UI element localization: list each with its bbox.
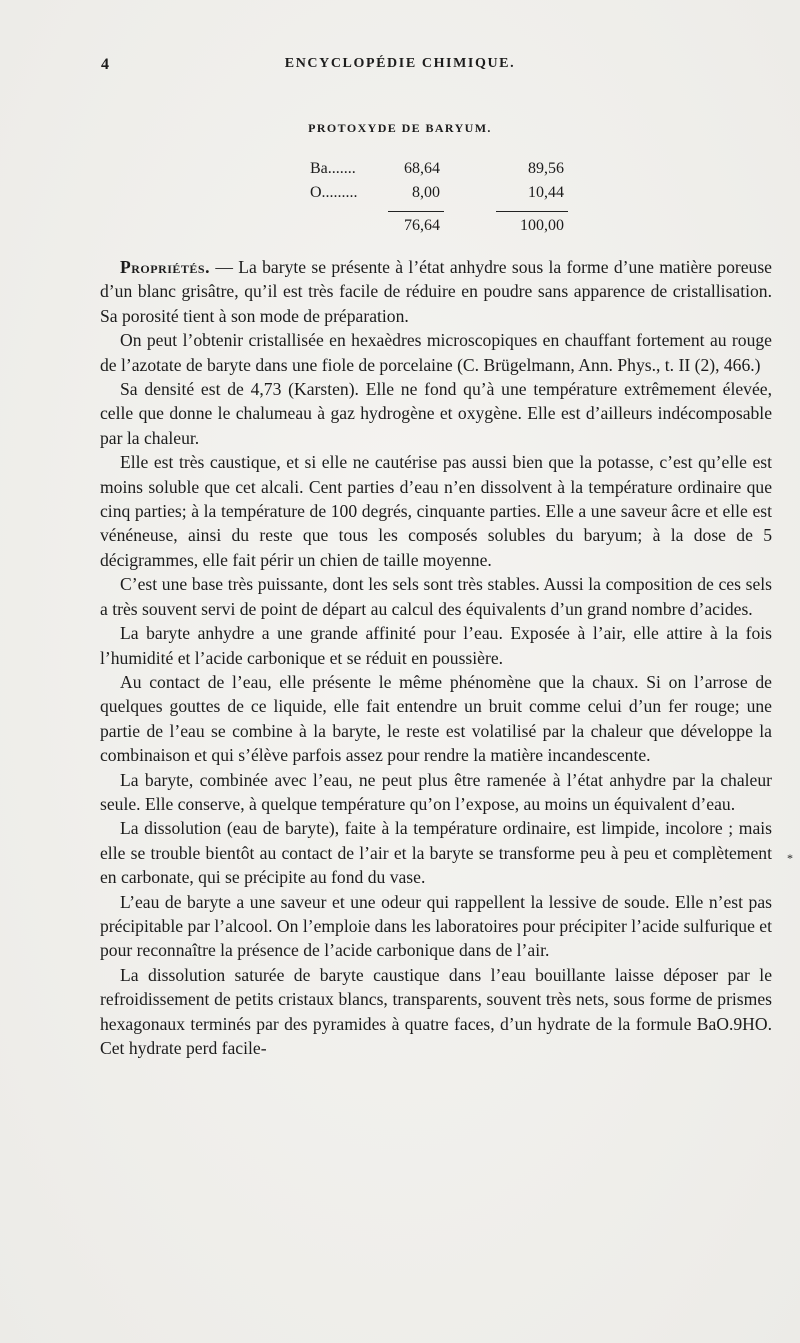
element-label: Ba....... [310,160,356,177]
composition-row [310,160,580,184]
composition-row [310,184,580,208]
paragraph: C’est une base très puissante, dont les sels sont très stables. Aussi la composition de ces sels a très souvent servi de point de départ au calcul des équivalents d’un grand nombre d’acides. [100,574,772,619]
paragraph: Au contact de l’eau, elle présente le même phénomène que la chaux. Si on l’arrose de quelques gouttes de ce liquide, elle fait entendre un bruit comme celui d’un fer rouge; une partie de l’eau se combine à la baryte, le reste est volatilisé par la chaleur que développe la combinaison et qui s’élève parfois assez pour rendre la matière incandescente. [100,671,772,766]
percent-value: 10,44 [528,184,564,201]
page-header [0,56,800,80]
paragraph: La dissolution (eau de baryte), faite à la température ordinaire, est limpide, incolore ; mais elle se trouble bientôt au contact de l’air et la baryte se transforme peu à peu et complètement en carbonate, qui se précipite au fond du vase. [100,818,772,888]
page-number: 4 [101,56,109,73]
paragraph: On peut l’obtenir cristallisée en hexaèdres microscopiques en chauffant fortement au rouge de l’azotate de baryte dans une fiole de porcelaine (C. Brügelmann, Ann. Phys., t. II (2), 466.) [100,330,772,375]
weight-value: 68,64 [404,160,440,177]
body-text [100,255,772,1060]
paragraph: Sa densité est de 4,73 (Karsten). Elle ne fond qu’à une température extrêmement élevée, celle que donne le chalumeau à gaz hydrogène et oxygène. Elle est d’ailleurs indécomposable par la chaleur. [100,379,772,448]
percent-value: 89,56 [528,160,564,177]
sum-rule [496,211,568,212]
paragraph: La baryte anhydre a une grande affinité pour l’eau. Exposée à l’air, elle attire à la fois l’humidité et l’acide carbonique et se réduit en poussière. [100,623,772,668]
paragraph: La baryte, combinée avec l’eau, ne peut plus être ramenée à l’état anhydre par la chaleur seule. Elle conserve, à quelque température qu’on l’expose, au moins un équivalent d’eau. [100,769,772,814]
margin-mark: * [787,851,793,865]
paragraph-text: — La baryte se présente à l’état anhydre sous la forme d’une matière poreuse d’un blanc grisâtre, qu’il est très facile de réduire en poudre sans apparence de cristallisation. Sa porosité tient à son mode de préparation. [100,257,772,326]
paragraph: Elle est très caustique, et si elle ne cautérise pas aussi bien que la potasse, c’est qu’elle est moins soluble que cet alcali. Cent parties d’eau n’en dissolvent à la température ordinaire que cinq parties; à la température de 100 degrés, cinquante parties. Elle a une saveur âcre et elle est vénéneuse, ainsi du reste que tous les composés solubles du baryum; à la dose de 5 décigrammes, elle fait périr un chien de taille moyenne. [100,452,772,570]
element-label: O......... [310,184,358,201]
running-title: ENCYCLOPÉDIE CHIMIQUE. [284,56,516,71]
paragraph: L’eau de baryte a une saveur et une odeur qui rappellent la lessive de soude. Elle n’est pas précipitable par l’alcool. On l’emploie dans les laboratoires pour précipiter l’acide sulfurique et pour reconnaître la présence de l’acide carbonique dans de l’air. [100,891,772,961]
paragraph [100,255,772,328]
composition-total-row [310,211,580,237]
total-percent: 100,00 [520,217,564,234]
section-title: PROTOXYDE DE BARYUM. [308,121,492,135]
section-lead: Propriétés. [120,257,210,277]
sum-rule [388,211,444,212]
composition-table [310,160,580,237]
total-weight: 76,64 [404,217,440,234]
paragraph: La dissolution saturée de baryte caustique dans l’eau bouillante laisse déposer par le refroidissement de petits cristaux blancs, transparents, souvent très nets, sous forme de prismes hexagonaux terminés par des pyramides à quatre faces, d’un hydrate de la formule BaO.9HO. Cet hydrate perd facile- [100,964,772,1058]
weight-value: 8,00 [412,184,440,201]
